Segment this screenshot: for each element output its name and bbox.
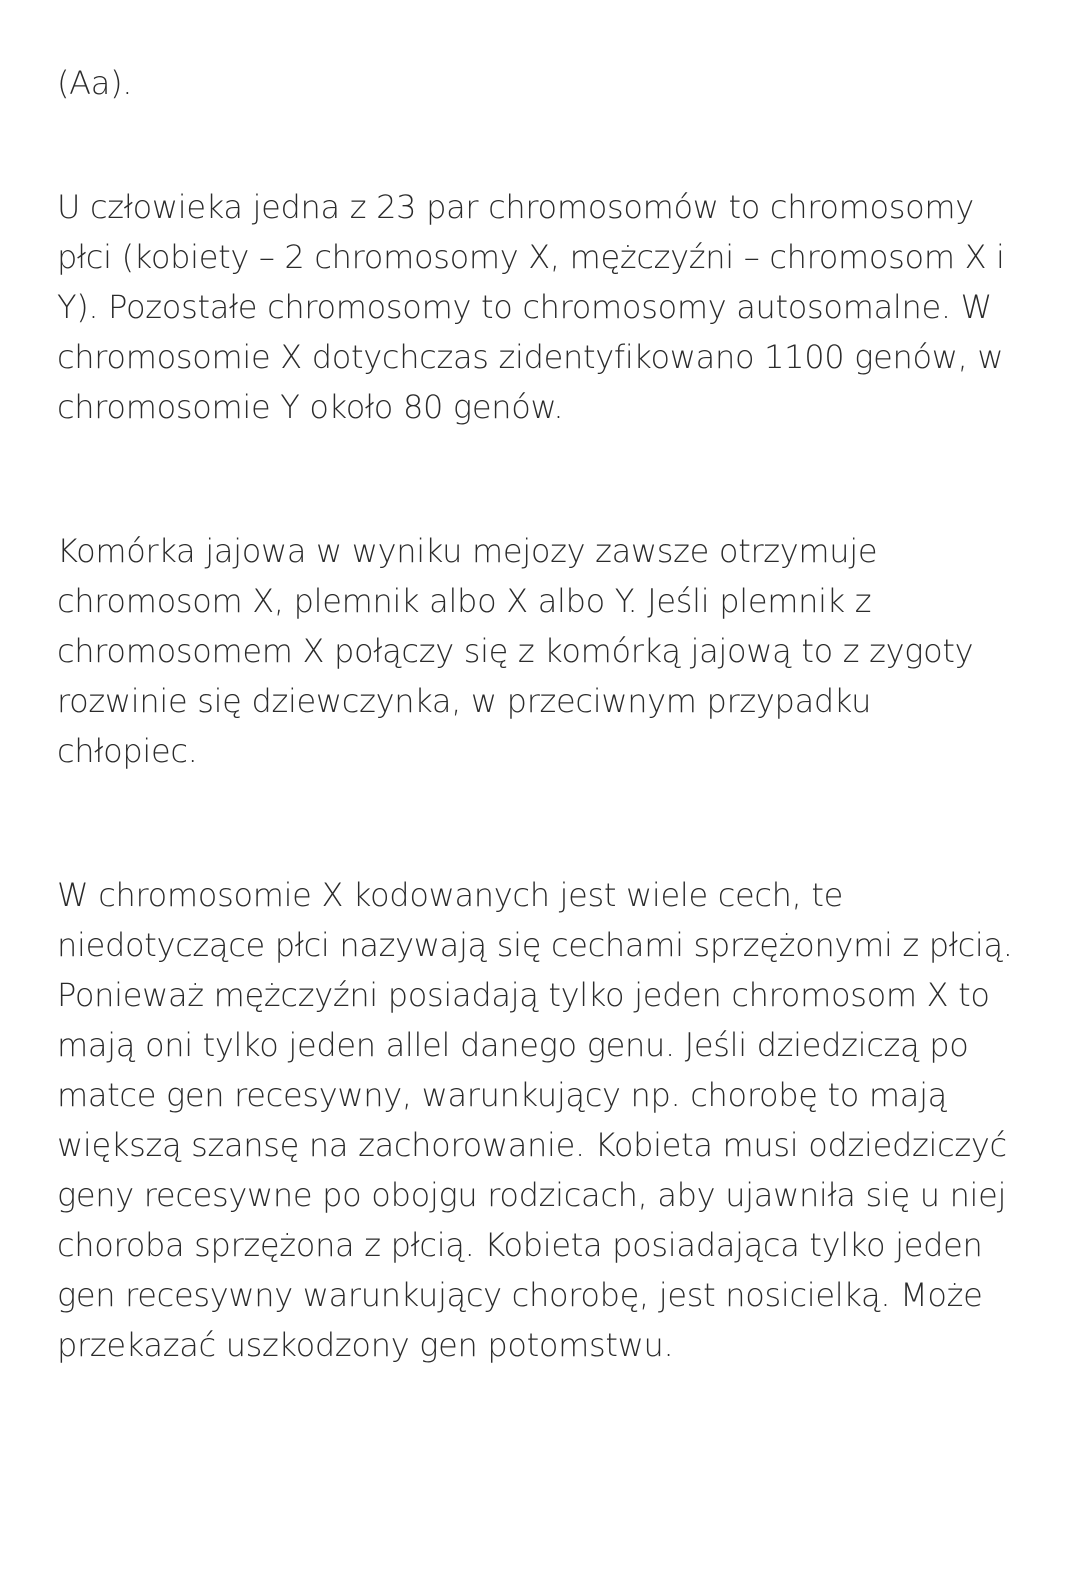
text-line: (Aa). [57, 64, 133, 102]
text-line: Y). Pozostałe chromosomy to chromosomy autosomalne. W [57, 288, 992, 326]
paragraph-sex-linked-traits [57, 870, 1057, 1370]
text-line: Komórka jajowa w wyniku mejozy zawsze otrzymuje [57, 532, 878, 570]
document-page [57, 58, 1057, 1370]
text-line: W chromosomie X kodowanych jest wiele cech, te [57, 876, 844, 914]
text-line: przekazać uszkodzony gen potomstwu. [57, 1326, 674, 1364]
text-line: rozwinie się dziewczynka, w przeciwnym przypadku [57, 682, 872, 720]
paragraph-sex-determination [57, 526, 1057, 776]
paragraph-fragment [57, 58, 1057, 108]
text-line: niedotyczące płci nazywają się cechami sprzężonymi z płcią. [57, 926, 1013, 964]
text-line: matce gen recesywny, warunkujący np. chorobę to mają [57, 1076, 947, 1114]
text-line: Ponieważ mężczyźni posiadają tylko jeden chromosom X to [57, 976, 990, 1014]
text-line: większą szansę na zachorowanie. Kobieta musi odziedziczyć [57, 1126, 1007, 1164]
text-line: chromosomie Y około 80 genów. [57, 388, 564, 426]
paragraph-sex-chromosomes [57, 182, 1057, 432]
text-line: choroba sprzężona z płcią. Kobieta posiadająca tylko jeden [57, 1226, 983, 1264]
text-line: chłopiec. [57, 732, 198, 770]
text-line: chromosomie X dotychczas zidentyfikowano 1100 genów, w [57, 338, 1004, 376]
text-line: geny recesywne po obojgu rodzicach, aby ujawniła się u niej [57, 1176, 1007, 1214]
text-line: gen recesywny warunkujący chorobę, jest nosicielką. Może [57, 1276, 983, 1314]
text-line: U człowieka jedna z 23 par chromosomów to chromosomy [57, 188, 974, 226]
text-line: chromosom X, plemnik albo X albo Y. Jeśli plemnik z [57, 582, 872, 620]
text-line: chromosomem X połączy się z komórką jajową to z zygoty [57, 632, 974, 670]
text-line: płci (kobiety – 2 chromosomy X, mężczyźni – chromosom X i [57, 238, 1005, 276]
text-line: mają oni tylko jeden allel danego genu. Jeśli dziedziczą po [57, 1026, 969, 1064]
